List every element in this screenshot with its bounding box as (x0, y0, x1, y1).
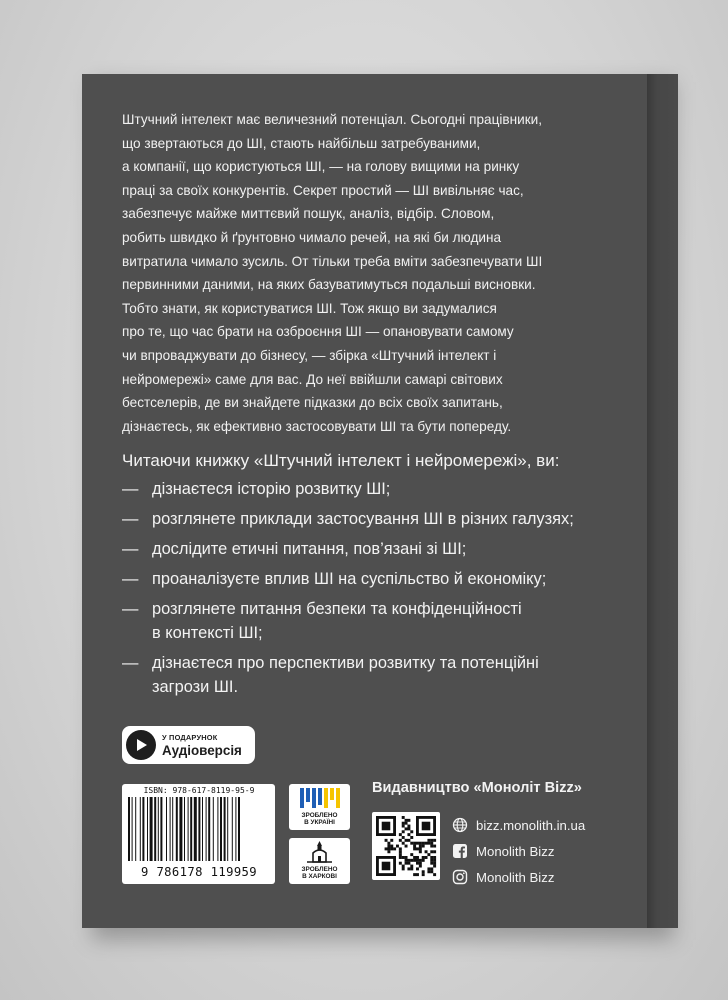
list-item: — розглянете питання безпеки та конфіденційності в контексті ШІ; (122, 597, 642, 645)
bullet-dash: — (122, 570, 139, 588)
website-link[interactable] (452, 812, 585, 838)
list-item: — проаналізуєте вплив ШІ на суспільство й економіку; (122, 567, 642, 591)
facebook-link-text: Monolith Bizz (476, 843, 555, 859)
facebook-icon (452, 843, 468, 859)
instagram-icon (452, 869, 468, 885)
instagram-link-text: Monolith Bizz (476, 869, 555, 885)
barcode-icon (126, 797, 272, 863)
instagram-link[interactable] (452, 864, 585, 890)
kharkiv-building-icon (289, 838, 350, 866)
bullet-dash: — (122, 510, 139, 528)
audiobook-badge (122, 726, 255, 764)
audiobook-gift-label: У ПОДАРУНОК (162, 732, 218, 742)
book-back-cover (82, 74, 678, 928)
facebook-link[interactable] (452, 838, 585, 864)
cover-edge (647, 74, 678, 928)
audiobook-label: Аудіоверсія (162, 742, 242, 758)
isbn-label: ISBN: 978-617-8119-95-9 (143, 786, 255, 795)
publisher-name: Видавництво «Моноліт Bizz» (372, 780, 582, 796)
qr-code-icon (372, 812, 440, 880)
globe-icon (452, 817, 468, 833)
website-link-text: bizz.monolith.in.ua (476, 817, 586, 833)
qr-code (372, 812, 440, 880)
play-icon (126, 730, 156, 760)
list-item: — дослідите етичні питання, пов’язані зі ШІ; (122, 537, 642, 561)
lead-text: Читаючи книжку «Штучний інтелект і нейромережі», ви: (122, 451, 560, 470)
made-in-kharkiv-label: ЗРОБЛЕНО В ХАРКОВІ (301, 866, 338, 880)
list-item: — дізнаєтеся історію розвитку ШІ; (122, 477, 642, 501)
made-in-ukraine-badge (289, 784, 350, 830)
list-item: — розглянете приклади застосування ШІ в різних галузях; (122, 507, 642, 531)
ukraine-bars-icon (289, 784, 350, 812)
bullet-dash: — (122, 540, 139, 558)
publisher-links (452, 812, 585, 890)
bullet-dash: — (122, 480, 139, 498)
made-in-kharkiv-badge (289, 838, 350, 884)
isbn-digits: 9 786178 119959 (140, 865, 258, 879)
benefits-list (122, 477, 642, 705)
isbn-barcode (122, 784, 275, 884)
made-in-ukraine-label: ЗРОБЛЕНО В УКРАЇНІ (301, 812, 338, 826)
bullet-dash: — (122, 600, 139, 618)
bullet-dash: — (122, 654, 139, 672)
description-text: Штучний інтелект має величезний потенціал. Сьогодні працівники, що звертаються до ШІ, стають найбільш затребуваними, а компанії, що користуються ШІ, — на голову вищими на ринку праці за своїх конкурентів. Секрет простий — ШІ вивільняє час, забезпечує майже миттєвий пошук, аналіз, відбір. Словом, робить швидко й ґрунтовно чимало речей, на які би людина витратила чимало зусиль. От тільки треба вміти забезпечувати ШІ первинними даними, на яких базуватимуться подальші висновки. Тобто знати, як користуватися ШІ. Тож якщо ви задумалися про те, що час брати на озброєння ШІ — опановувати самому чи впроваджувати до бізнесу, — збірка «Штучний інтелект і нейромережі» саме для вас. До неї ввійшли самарі світових бестселерів, де ви знайдете підказки до всіх своїх запитань, дізнаєтесь, як ефективно застосовувати ШІ та бути попереду. (122, 112, 543, 434)
list-item: — дізнаєтеся про перспективи розвитку та потенційні загрози ШІ. (122, 651, 642, 699)
